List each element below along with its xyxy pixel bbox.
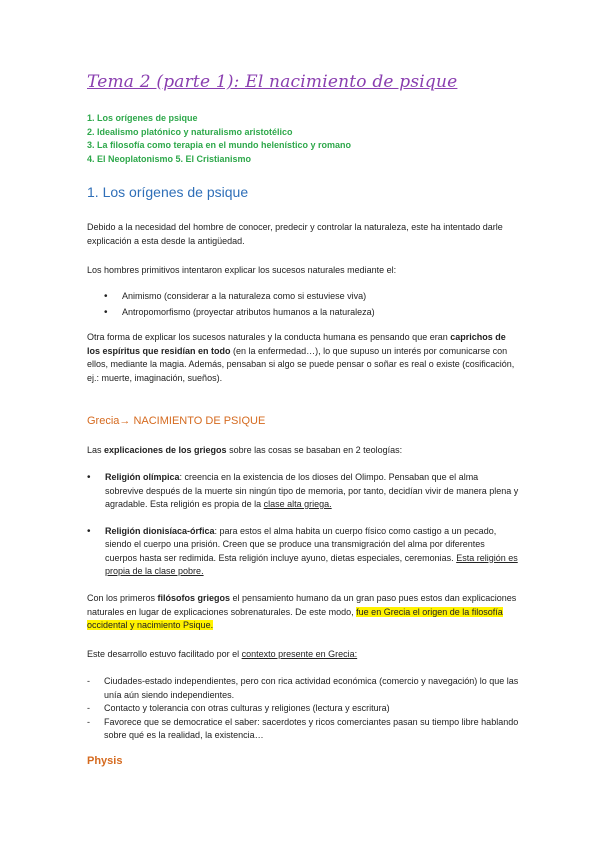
toc-item: 1. Los orígenes de psique [87,113,198,123]
dash-icon: - [87,716,90,727]
bullet-icon: • [87,472,91,483]
bullet-icon: • [104,291,108,302]
list-item: • Animismo (considerar a la naturaleza como si estuviese viva) [104,291,367,302]
arrow-right-icon: → [119,415,131,427]
religion-list [87,471,519,579]
list-item: - Favorece que se democratice el saber: sacerdotes y ricos comerciantes pasan su tiempo libre hablando sobre qué es la realidad, la existencia… [87,716,519,740]
bullet-icon: • [87,525,91,537]
list-item: • Religión dionisíaca-órfica: para estos el alma habita un cuerpo físico como castigo a un pecado, siendo el cuerpo una prisión. Creen que se produce una transmigración del alma por diferentes cuerpos hasta ser redimida. Esta religión incluye ayuno, dietas especiales, ceremonias. Esta religión es propia de la clase pobre. [87,525,518,576]
table-of-contents [87,112,507,166]
paragraph-espiritus: Otra forma de explicar los sucesos naturales y la conducta humana es pensando que eran caprichos de los espíritus que residían en todo (en la enfermedad…), lo que supuso un interés por comunicarse con ellos, mediante la magia. Además, pensaban si algo se puede pensar o soñar es real o existe (cosificación, ej.: muerte, imaginación, sueños). [87,332,515,383]
section-heading-physis: Physis [87,755,123,767]
dash-icon: - [87,676,90,686]
paragraph-filosofos: Con los primeros filósofos griegos el pensamiento humano da un gran paso pues estos dan explicaciones naturales en lugar de explicaciones sobrenaturales. De este modo, fue en Grecia el origen de la filosofía occidental y nacimiento Psique. [87,593,517,630]
dash-list [87,675,519,743]
bullet-list [104,290,519,319]
toc-item: 3. La filosofía como terapia en el mundo helenístico y romano [87,140,352,150]
document-title: Tema 2 (parte 1): El nacimiento de psique [87,72,458,92]
list-item: • Antropomorfismo (proyectar atributos humanos a la naturaleza) [104,306,375,318]
section-heading: 1. Los orígenes de psique [87,184,249,200]
section-heading-grecia: Grecia→ NACIMIENTO DE PSIQUE [87,415,266,427]
list-item: • Religión olímpica: creencia en la existencia de los dioses del Olimpo. Pensaban que el alma sobrevive después de la muerte sin ningún tipo de memoria, por tanto, decidían vivir de manera plena y agradable. Esta religión es propia de la clase alta griega. [87,472,519,509]
bullet-icon: • [104,306,108,318]
list-item: - Ciudades-estado independientes, pero con rica actividad económica (comercio y navegación) lo que las unía aún siendo independientes. [87,676,519,700]
paragraph-teologias: Las explicaciones de los griegos sobre las cosas se basaban en 2 teologías: [87,445,403,455]
list-item: - Contacto y tolerancia con otras culturas y religiones (lectura y escritura) [87,702,519,716]
toc-item: 2. Idealismo platónico y naturalismo aristotélico [87,126,293,137]
paragraph-intro: Debido a la necesidad del hombre de conocer, predecir y controlar la naturaleza, este ha intentado darle explicación a esta desde la antigüedad. [87,222,503,246]
paragraph-contexto: Este desarrollo estuvo facilitado por el contexto presente en Grecia: [87,649,358,659]
highlighted-text: fue en Grecia el origen de la filosofía occidental y nacimiento Psique. [87,606,503,630]
toc-item: 4. El Neoplatonismo 5. El Cristianismo [87,153,252,164]
paragraph-primitivos: Los hombres primitivos intentaron explicar los sucesos naturales mediante el: [87,265,397,275]
dash-icon: - [87,703,90,713]
